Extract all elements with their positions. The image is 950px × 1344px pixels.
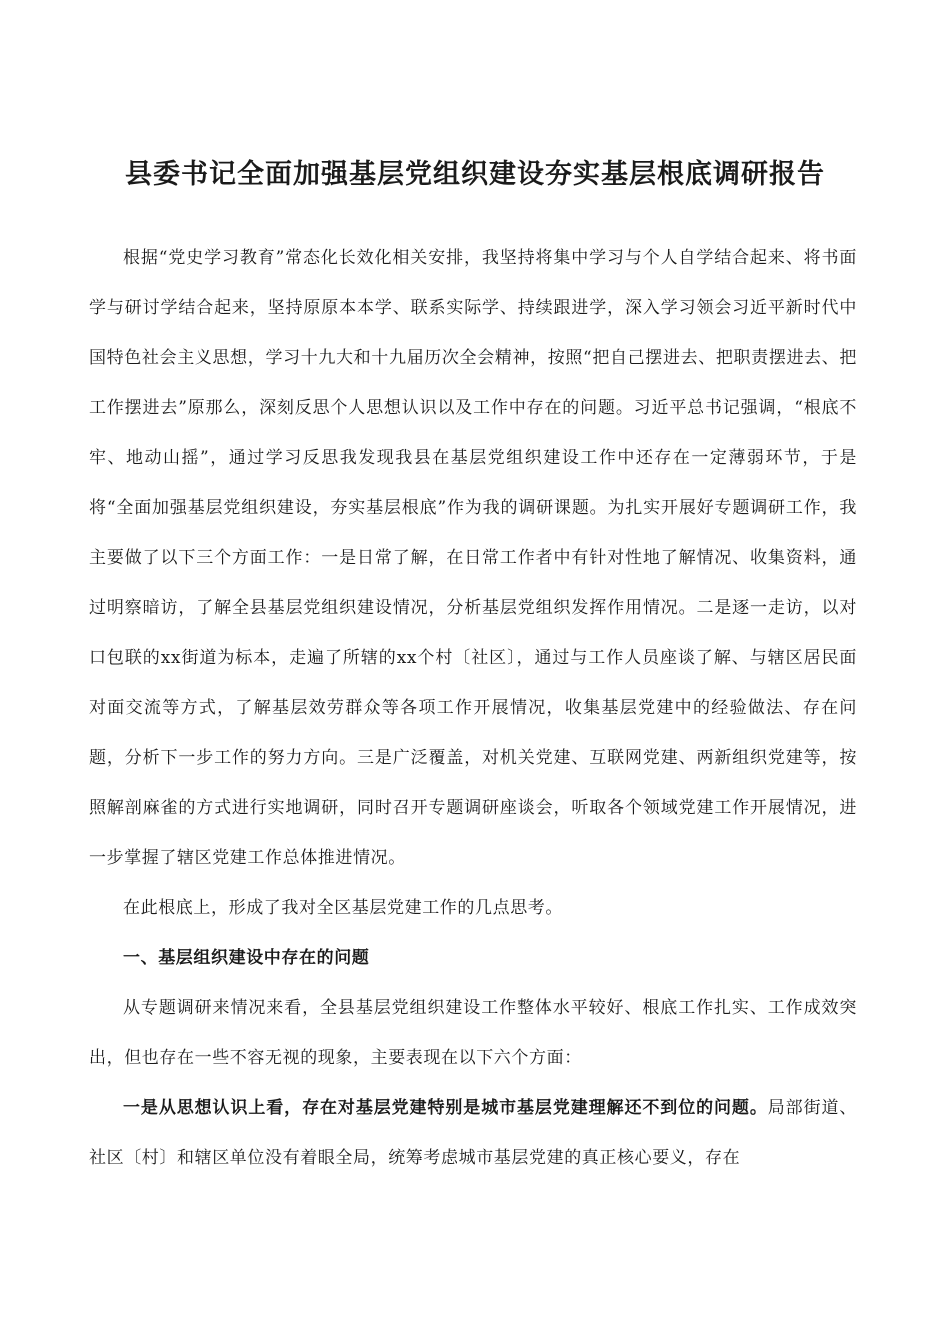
- paragraph: 在此根底上，形成了我对全区基层党建工作的几点思考。: [123, 898, 563, 918]
- paragraph: [89, 1083, 857, 1183]
- document-title: 县委书记全面加强基层党组织建设夯实基层根底调研报告: [125, 159, 825, 190]
- paragraph: 根据“党史学习教育”常态化长效化相关安排，我坚持将集中学习与个人自学结合起来、将书面学与研讨学结合起来，坚持原原本本学、联系实际学、持续跟进学，深入学习领会习近平新时代中国特色社会主义思想，学习十九大和十九届历次全会精神，按照“把自己摆进去、把职责摆进去、把工作摆进去”原那么，深刻反思个人思想认识以及工作中存在的问题。习近平总书记强调，“根底不牢、地动山摇”，通过学习反思我发现我县在基层党组织建设工作中还存在一定薄弱环节，于是将“全面加强基层党组织建设，夯实基层根底”作为我的调研课题。为扎实开展好专题调研工作，我主要做了以下三个方面工作：一是日常了解，在日常工作者中有针对性地了解情况、收集资料，通过明察暗访，了解全县基层党组织建设情况，分析基层党组织发挥作用情况。二是逐一走访，以对口包联的xx街道为标本，走遍了所辖的xx个村〔社区〕，通过与工作人员座谈了解、与辖区居民面对面交流等方式，了解基层效劳群众等各项工作开展情况，收集基层党建中的经验做法、存在问题，分析下一步工作的努力方向。三是广泛覆盖，对机关党建、互联网党建、两新组织党建等，按照解剖麻雀的方式进行实地调研，同时召开专题调研座谈会，听取各个领域党建工作开展情况，进一步掌握了辖区党建工作总体推进情况。: [89, 248, 857, 868]
- section-heading: 一、基层组织建设中存在的问题: [123, 948, 370, 968]
- document-body: [89, 233, 857, 1183]
- bold-lead-sentence: 一是从思想认识上看，存在对基层党建特别是城市基层党建理解还不到位的问题。: [123, 1098, 768, 1118]
- paragraph-text: 局部街道、社区〔村〕和辖区单位没有着眼全局，统筹考虑城市基层党建的真正核心要义，存在: [89, 1098, 857, 1168]
- paragraph: 从专题调研来情况来看，全县基层党组织建设工作整体水平较好、根底工作扎实、工作成效突出，但也存在一些不容无视的现象，主要表现在以下六个方面：: [89, 998, 857, 1068]
